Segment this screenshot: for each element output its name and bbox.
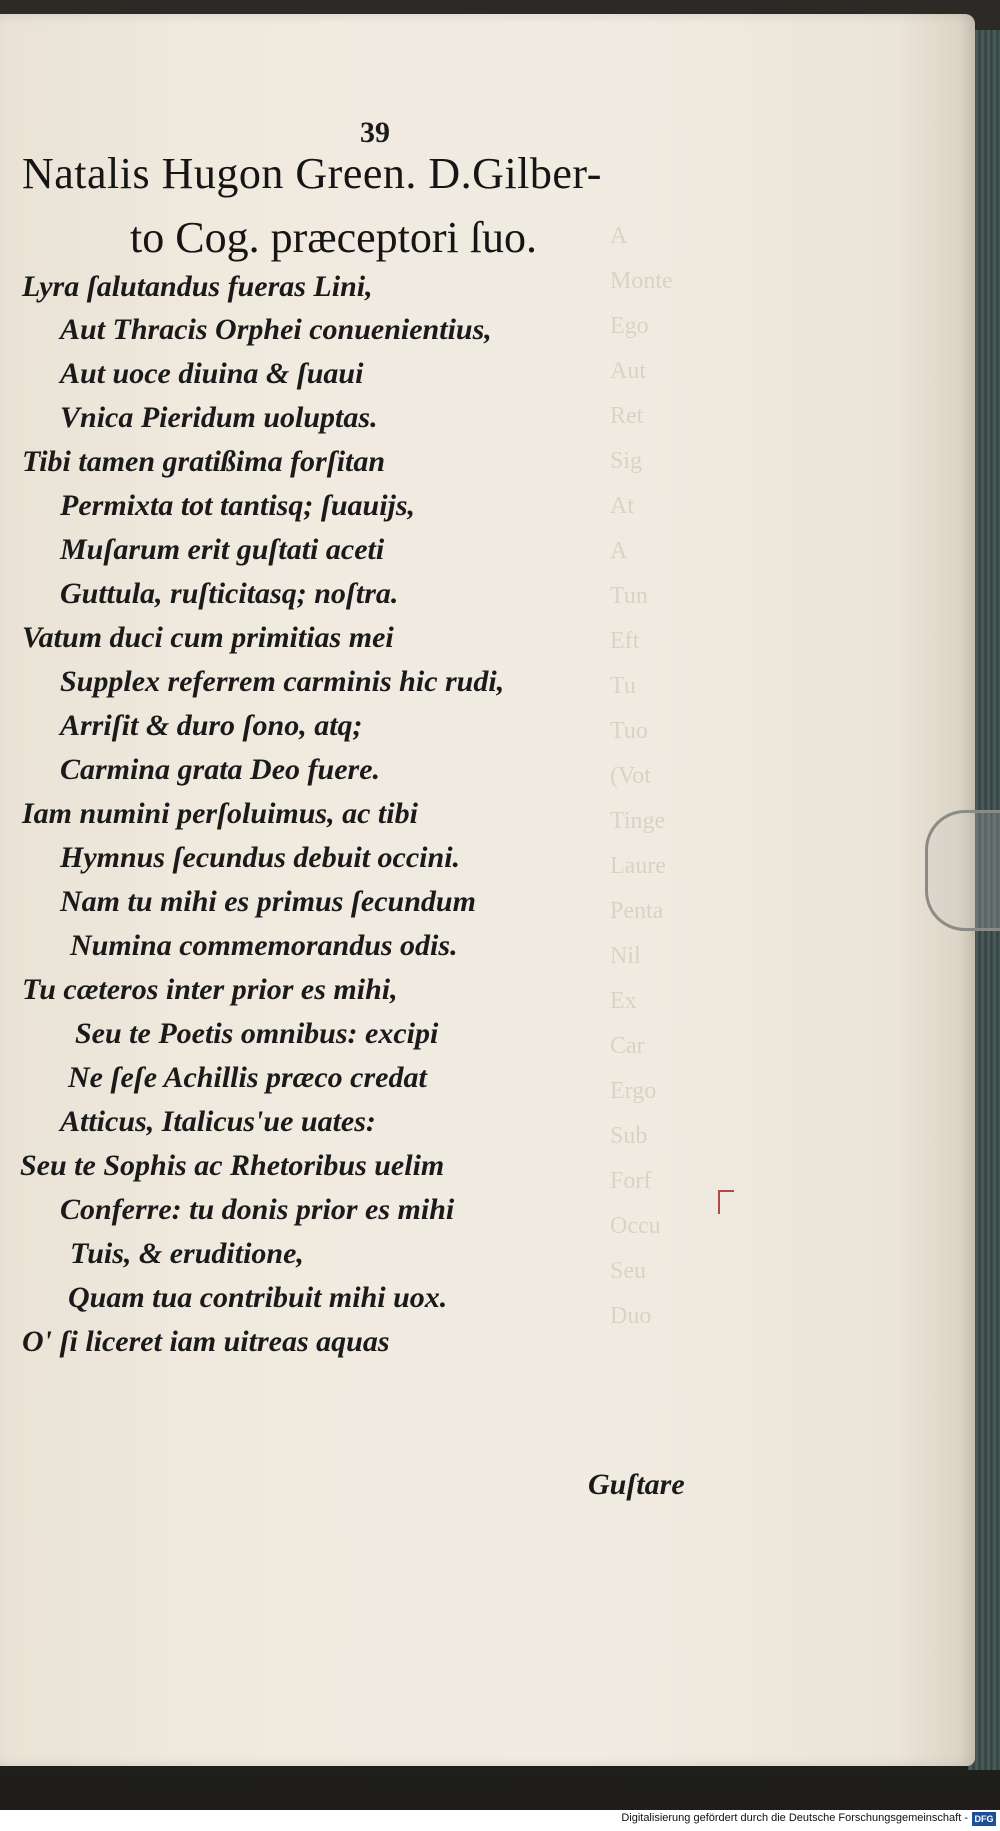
poem-line: Numina commemorandus odis. xyxy=(70,929,458,962)
poem-line: Tuis, & eruditione, xyxy=(70,1237,304,1270)
heading-line-1: Natalis Hugon Green. D.Gilber- xyxy=(22,149,602,198)
poem-line: Lyra ſalutandus fueras Lini, xyxy=(22,270,373,303)
poem-line: Supplex referrem carminis hic rudi, xyxy=(60,665,505,698)
poem-line: Aut uoce diuina & ſuaui xyxy=(60,357,364,390)
poem-line: Tibi tamen gratißima forſitan xyxy=(22,445,386,478)
dfg-logo-icon: DFG xyxy=(972,1812,996,1826)
footer-credit: Digitalisierung gefördert durch die Deutsche Forschungsgemeinschaft - xyxy=(621,1812,968,1824)
margin-mark xyxy=(718,1190,734,1214)
poem-line: Iam numini perſoluimus, ac tibi xyxy=(22,797,418,830)
catchword: Guſtare xyxy=(588,1468,685,1501)
poem-line: Tu cæteros inter prior es mihi, xyxy=(22,973,398,1006)
poem-line: Vatum duci cum primitias mei xyxy=(22,621,394,654)
poem-line: Quam tua contribuit mihi uox. xyxy=(68,1281,448,1314)
poem-line: Carmina grata Deo fuere. xyxy=(60,753,381,786)
poem-line: Arriſit & duro ſono, atq; xyxy=(60,709,363,742)
poem-line: Atticus, Italicus'ue uates: xyxy=(60,1105,376,1138)
poem-line: Ne ſeſe Achillis præco credat xyxy=(68,1061,427,1094)
poem-line: Vnica Pieridum uoluptas. xyxy=(60,401,378,434)
poem-line: O' ſi liceret iam uitreas aquas xyxy=(22,1325,390,1358)
heading-line-2: to Cog. præceptori ſuo. xyxy=(130,213,537,262)
poem-line: Nam tu mihi es primus ſecundum xyxy=(60,885,476,918)
poem-line: Permixta tot tantisq; ſuauijs, xyxy=(60,489,416,522)
poem-line: Guttula, ruſticitasq; noſtra. xyxy=(60,577,399,610)
poem-line: Hymnus ſecundus debuit occini. xyxy=(60,841,461,874)
poem-line: Aut Thracis Orphei conuenientius, xyxy=(60,313,492,346)
poem-line: Muſarum erit guſtati aceti xyxy=(60,533,385,566)
show-through-text: A Monte Ego Aut Ret Sig At A Tun Eft Tu Tuo (Vot Tinge Laure Penta Nil Ex Car Ergo Sub Forf Occu Seu Duo xyxy=(610,223,673,1329)
poem-line: Seu te Poetis omnibus: excipi xyxy=(75,1017,439,1050)
page-number: 39 xyxy=(360,116,390,149)
poem-line: Conferre: tu donis prior es mihi xyxy=(60,1193,455,1226)
poem-line: Seu te Sophis ac Rhetoribus uelim xyxy=(20,1149,445,1182)
